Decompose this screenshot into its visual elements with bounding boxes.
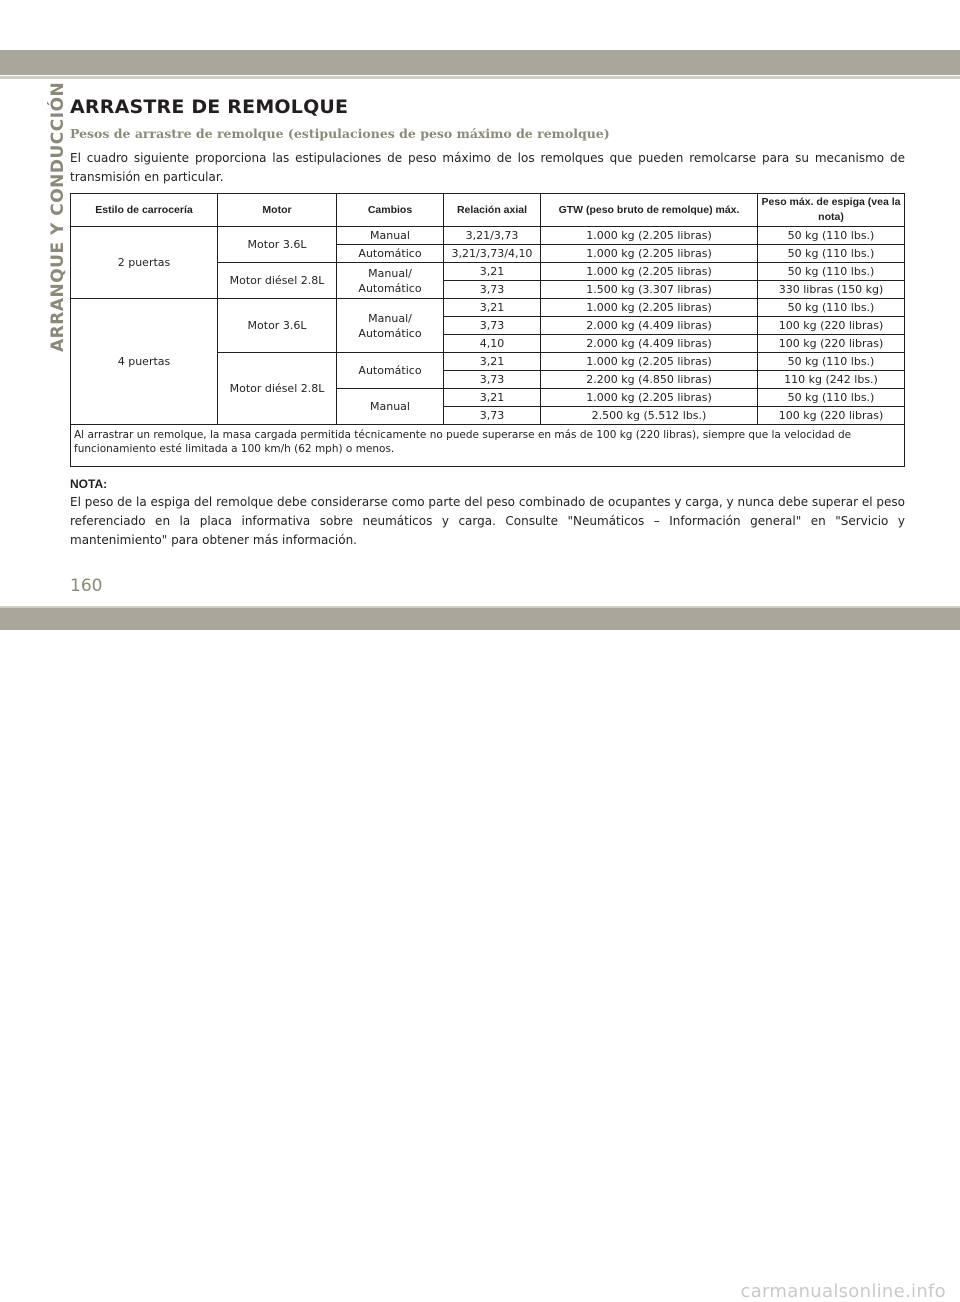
cell-axle-ratio: 3,21: [444, 389, 541, 407]
cell-tongue-weight: 50 kg (110 lbs.): [758, 227, 905, 245]
cell-transmission: Manual/ Automático: [337, 299, 444, 353]
cell-gtw: 1.000 kg (2.205 libras): [541, 299, 758, 317]
cell-tongue-weight: 100 kg (220 libras): [758, 317, 905, 335]
cell-engine: Motor 3.6L: [218, 299, 337, 353]
header-body-style: Estilo de carrocería: [71, 194, 218, 227]
table-footnote-row: [71, 425, 905, 467]
footer: [0, 630, 960, 1302]
cell-axle-ratio: 3,21: [444, 299, 541, 317]
cell-gtw: 2.500 kg (5.512 lbs.): [541, 407, 758, 425]
cell-transmission: Manual/ Automático: [337, 263, 444, 299]
cell-tongue-weight: 100 kg (220 libras): [758, 407, 905, 425]
side-section-tab: [24, 81, 68, 356]
cell-gtw: 2.200 kg (4.850 libras): [541, 371, 758, 389]
cell-axle-ratio: 3,73: [444, 371, 541, 389]
cell-gtw: 1.000 kg (2.205 libras): [541, 389, 758, 407]
cell-gtw: 1.500 kg (3.307 libras): [541, 281, 758, 299]
note-heading: NOTA:: [70, 477, 108, 491]
top-band: [0, 50, 960, 75]
cell-tongue-weight: 50 kg (110 lbs.): [758, 245, 905, 263]
cell-transmission: Manual: [337, 389, 444, 425]
watermark: carmanualsonline.info: [740, 1281, 946, 1302]
cell-tongue-weight: 50 kg (110 lbs.): [758, 299, 905, 317]
intro-paragraph: El cuadro siguiente proporciona las estipulaciones de peso máximo de los remolques que pueden remolcarse para su mecanismo de transmisión en particular.: [70, 151, 905, 184]
cell-gtw: 1.000 kg (2.205 libras): [541, 227, 758, 245]
cell-transmission: Manual: [337, 227, 444, 245]
header-engine: Motor: [218, 194, 337, 227]
cell-tongue-weight: 110 kg (242 lbs.): [758, 371, 905, 389]
cell-transmission: Automático: [337, 353, 444, 389]
cell-gtw: 1.000 kg (2.205 libras): [541, 245, 758, 263]
bottom-band: [0, 608, 960, 630]
cell-body-style: 4 puertas: [71, 299, 218, 425]
cell-tongue-weight: 50 kg (110 lbs.): [758, 353, 905, 371]
cell-axle-ratio: 3,21: [444, 263, 541, 281]
cell-axle-ratio: 3,73: [444, 317, 541, 335]
table-row: [71, 299, 905, 317]
cell-gtw: 2.000 kg (4.409 libras): [541, 335, 758, 353]
page-title: ARRASTRE DE REMOLQUE: [70, 96, 349, 118]
side-tab-label: ARRANQUE Y CONDUCCIÓN: [48, 81, 68, 352]
section-subtitle: Pesos de arrastre de remolque (estipulaciones de peso máximo de remolque): [70, 126, 610, 141]
table-header-row: [71, 194, 905, 227]
cell-axle-ratio: 3,73: [444, 281, 541, 299]
cell-axle-ratio: 3,21/3,73/4,10: [444, 245, 541, 263]
note-paragraph: El peso de la espiga del remolque debe considerarse como parte del peso combinado de ocupantes y carga, y nunca debe superar el peso referenciado en la placa informativa sobre neumáticos y carga. Consulte "Neumáticos – Información general" en "Servicio y mantenimiento" para obtener más información.: [70, 495, 905, 547]
cell-axle-ratio: 4,10: [444, 335, 541, 353]
cell-axle-ratio: 3,21/3,73: [444, 227, 541, 245]
header-axle-ratio: Relación axial: [444, 194, 541, 227]
top-header: [0, 0, 960, 46]
cell-tongue-weight: 330 libras (150 kg): [758, 281, 905, 299]
cell-body-style: 2 puertas: [71, 227, 218, 299]
page-number: 160: [70, 576, 103, 596]
cell-axle-ratio: 3,21: [444, 353, 541, 371]
header-gtw: GTW (peso bruto de remolque) máx.: [541, 194, 758, 227]
table-footnote: Al arrastrar un remolque, la masa cargada permitida técnicamente no puede superarse en más de 100 kg (220 libras), siempre que la velocidad de funcionamiento esté limitada a 100 km/h (62 mph) o menos.: [71, 425, 905, 467]
cell-gtw: 1.000 kg (2.205 libras): [541, 353, 758, 371]
towing-weights-table: [70, 193, 905, 467]
cell-gtw: 1.000 kg (2.205 libras): [541, 263, 758, 281]
page-content: [70, 96, 905, 550]
cell-engine: Motor diésel 2.8L: [218, 263, 337, 299]
top-divider: [0, 76, 960, 79]
header-tongue-weight: Peso máx. de espiga (vea la nota): [758, 194, 905, 227]
cell-engine: Motor diésel 2.8L: [218, 353, 337, 425]
cell-gtw: 2.000 kg (4.409 libras): [541, 317, 758, 335]
cell-transmission: Automático: [337, 245, 444, 263]
cell-tongue-weight: 50 kg (110 lbs.): [758, 389, 905, 407]
header-transmission: Cambios: [337, 194, 444, 227]
cell-tongue-weight: 50 kg (110 lbs.): [758, 263, 905, 281]
cell-tongue-weight: 100 kg (220 libras): [758, 335, 905, 353]
table-row: [71, 227, 905, 245]
cell-engine: Motor 3.6L: [218, 227, 337, 263]
cell-axle-ratio: 3,73: [444, 407, 541, 425]
